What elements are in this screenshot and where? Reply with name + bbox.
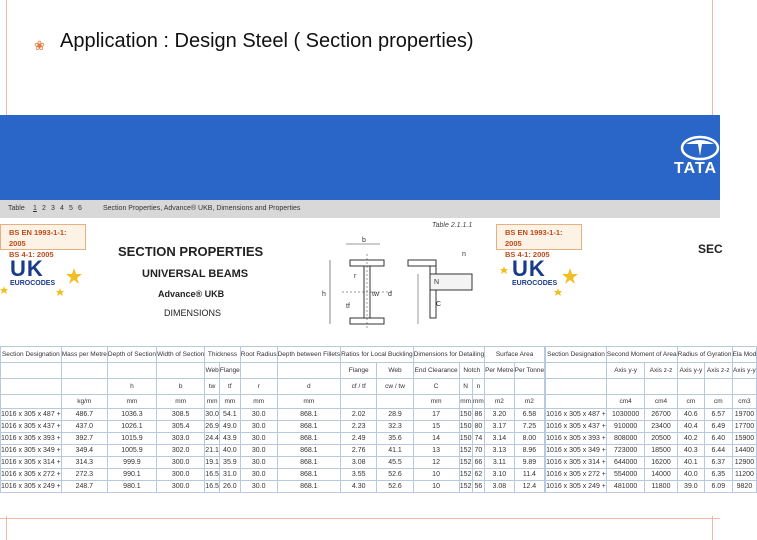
sub-header: Flange [219, 363, 240, 379]
col-header: Section Designation [1, 347, 62, 363]
table-cell: 8.96 [514, 445, 545, 457]
table-cell: 30.0 [240, 409, 277, 421]
table-cell: 39.0 [677, 481, 704, 493]
sub-header: Web [205, 363, 220, 379]
table-cell: 392.7 [61, 433, 107, 445]
table-cell: 1015.9 [107, 433, 156, 445]
tab-page-3[interactable]: 3 [51, 205, 55, 212]
table-cell: 481000 [606, 481, 644, 493]
header-band [0, 115, 720, 200]
table-cell: 30.0 [240, 433, 277, 445]
table-cell: 74 [472, 433, 484, 445]
tata-logo-text: TATA [674, 160, 718, 177]
table-cell: 868.1 [277, 421, 341, 433]
sub-header: Per Metre [485, 363, 515, 379]
advance-ukb-heading: Advance® UKB [158, 289, 225, 299]
symbol: C [413, 379, 459, 395]
eurocodes-logo-text: EUROCODES [512, 280, 558, 287]
table-cell: 6.49 [705, 421, 732, 433]
col-header: Section Designation [546, 347, 607, 363]
table-cell: 6.57 [705, 409, 732, 421]
table-row [1, 457, 757, 469]
table-cell: 1016 x 305 x 487 + [1, 409, 62, 421]
tab-caption: Section Properties, Advance® UKB, Dimensions and Properties [103, 205, 301, 212]
table-cell: 8.00 [514, 433, 545, 445]
table-cell: 3.08 [341, 457, 377, 469]
table-cell: 43.9 [219, 433, 240, 445]
sub-header: Flange [341, 363, 377, 379]
table-cell: 26700 [645, 409, 677, 421]
table-cell: 30.0 [205, 409, 220, 421]
table-cell: 26.0 [219, 481, 240, 493]
table-cell: 6.40 [705, 433, 732, 445]
symbol: tf [219, 379, 240, 395]
table-cell: 3.55 [341, 469, 377, 481]
table-cell: 300.0 [156, 457, 204, 469]
table-cell: 437.0 [61, 421, 107, 433]
standard-line-1: BS EN 1993-1-1: 2005 [9, 228, 67, 248]
col-header: Dimensions for Detailing [413, 347, 484, 363]
table-cell: 554000 [606, 469, 644, 481]
units-row: kg/m mm mm mm mm mm mm mm mm mm m2 m2 cm4 cm4 cm cm cm3 [1, 395, 757, 409]
dim-C-label: C [436, 301, 442, 308]
table-cell: 4.30 [341, 481, 377, 493]
table-cell: 14 [413, 433, 459, 445]
tab-page-6[interactable]: 6 [78, 205, 82, 212]
table-cell: 49.0 [219, 421, 240, 433]
table-cell: 23400 [645, 421, 677, 433]
dimensions-heading: DIMENSIONS [164, 308, 222, 318]
table-cell: 40.0 [219, 445, 240, 457]
symbol: cf / tf [341, 379, 377, 395]
table-cell: 26.9 [205, 421, 220, 433]
dim-r-label: r [354, 273, 357, 280]
table-row [1, 469, 757, 481]
table-cell: 86 [472, 409, 484, 421]
table-cell: 16.5 [205, 469, 220, 481]
table-cell: 1030000 [606, 409, 644, 421]
table-cell: 2.23 [341, 421, 377, 433]
col-header: Ratios for Local Buckling [341, 347, 414, 363]
eurocodes-stars-icon [500, 254, 590, 298]
universal-beams-heading: UNIVERSAL BEAMS [142, 268, 249, 280]
table-cell: 3.14 [485, 433, 515, 445]
table-cell: 1016 x 305 x 349 + [546, 445, 607, 457]
table-cell: 868.1 [277, 433, 341, 445]
table-cell: 152 [459, 469, 472, 481]
table-row [1, 421, 757, 433]
table-row [1, 445, 757, 457]
section-heading-right: SEC [698, 242, 723, 256]
table-cell: 999.9 [107, 457, 156, 469]
dim-h-label: h [322, 291, 326, 298]
table-cell: 272.3 [61, 469, 107, 481]
table-cell: 302.0 [156, 445, 204, 457]
symbol: d [277, 379, 341, 395]
table-cell: 40.3 [677, 445, 704, 457]
col-header: Root Radius [240, 347, 277, 363]
tab-page-4[interactable]: 4 [60, 205, 64, 212]
slide-title: Application : Design Steel ( Section properties) [60, 30, 474, 52]
table-cell: 21.1 [205, 445, 220, 457]
symbol: b [156, 379, 204, 395]
table-cell: 2.02 [341, 409, 377, 421]
table-cell: 14400 [732, 445, 757, 457]
tab-page-2[interactable]: 2 [42, 205, 46, 212]
table-cell: 303.0 [156, 433, 204, 445]
table-cell: 66 [472, 457, 484, 469]
sub-header: End Clearance [413, 363, 459, 379]
dim-n-label: n [462, 251, 466, 258]
table-cell: 300.0 [156, 469, 204, 481]
table-cell: 1036.3 [107, 409, 156, 421]
table-cell: 19.1 [205, 457, 220, 469]
section-properties-table [0, 346, 757, 493]
tab-label: Table [8, 205, 25, 212]
symbol: N [459, 379, 472, 395]
table-cell: 40.1 [677, 457, 704, 469]
table-cell: 54.1 [219, 409, 240, 421]
uk-logo-text: UK [512, 256, 546, 281]
table-cell: 9820 [732, 481, 757, 493]
table-cell: 6.37 [705, 457, 732, 469]
table-cell: 40.4 [677, 421, 704, 433]
table-cell: 1016 x 305 x 437 + [1, 421, 62, 433]
table-cell: 52.6 [377, 481, 413, 493]
table-cell: 980.1 [107, 481, 156, 493]
table-cell: 11800 [645, 481, 677, 493]
table-cell: 1016 x 305 x 487 + [546, 409, 607, 421]
table-cell: 12 [413, 457, 459, 469]
table-cell: 2.49 [341, 433, 377, 445]
sub-header: Per Tonne [514, 363, 545, 379]
col-header: Surface Area [485, 347, 545, 363]
table-cell: 15 [413, 421, 459, 433]
table-cell: 16.5 [205, 481, 220, 493]
dim-d-label: d [388, 291, 392, 298]
table-cell: 20500 [645, 433, 677, 445]
table-cell: 1016 x 305 x 249 + [1, 481, 62, 493]
table-cell: 1016 x 305 x 272 + [1, 469, 62, 481]
table-cell: 6.09 [705, 481, 732, 493]
table-cell: 1005.9 [107, 445, 156, 457]
table-cell: 32.3 [377, 421, 413, 433]
table-cell: 6.35 [705, 469, 732, 481]
sub-header: Axis y-y [677, 363, 704, 379]
table-cell: 990.1 [107, 469, 156, 481]
table-cell: 1026.1 [107, 421, 156, 433]
ibeam-section-diagram [318, 234, 488, 334]
table-cell: 41.1 [377, 445, 413, 457]
symbol: tw [205, 379, 220, 395]
col-header: Ela Mod [732, 347, 757, 363]
table-row [1, 481, 757, 493]
col-header: Width of Section [156, 347, 204, 363]
table-cell: 152 [459, 445, 472, 457]
dim-N-label: N [434, 279, 440, 286]
table-cell: 14000 [645, 469, 677, 481]
table-cell: 70 [472, 445, 484, 457]
table-cell: 910000 [606, 421, 644, 433]
table-cell: 1016 x 305 x 437 + [546, 421, 607, 433]
table-cell: 35.6 [377, 433, 413, 445]
table-cell: 31.0 [219, 469, 240, 481]
table-cell: 3.17 [485, 421, 515, 433]
table-cell: 56 [472, 481, 484, 493]
table-cell: 7.25 [514, 421, 545, 433]
table-cell: 150 [459, 421, 472, 433]
table-cell: 40.6 [677, 409, 704, 421]
table-cell: 16200 [645, 457, 677, 469]
table-cell: 308.5 [156, 409, 204, 421]
table-cell: 1016 x 305 x 393 + [546, 433, 607, 445]
table-cell: 314.3 [61, 457, 107, 469]
table-cell: 486.7 [61, 409, 107, 421]
table-cell: 11.4 [514, 469, 545, 481]
table-cell: 868.1 [277, 445, 341, 457]
table-cell: 24.4 [205, 433, 220, 445]
table-cell: 30.0 [240, 481, 277, 493]
table-cell: 3.08 [485, 481, 515, 493]
table-cell: 19700 [732, 409, 757, 421]
sub-header: Web [377, 363, 413, 379]
dim-tf-label: tf [346, 303, 350, 310]
table-cell: 9.89 [514, 457, 545, 469]
table-cell: 152 [459, 481, 472, 493]
standard-badge-right [496, 224, 582, 259]
table-cell: 3.20 [485, 409, 515, 421]
symbol: n [472, 379, 484, 395]
tab-bar [0, 200, 720, 218]
table-cell: 80 [472, 421, 484, 433]
section-properties-document [0, 200, 757, 516]
symbol: cw / tw [377, 379, 413, 395]
table-cell: 15900 [732, 433, 757, 445]
table-cell: 248.7 [61, 481, 107, 493]
table-cell: 150 [459, 433, 472, 445]
table-cell: 868.1 [277, 481, 341, 493]
table-reference: Table 2.1.1.1 [432, 222, 473, 229]
sub-header: Axis y-y [606, 363, 644, 379]
table-row [1, 409, 757, 421]
table-cell: 40.2 [677, 433, 704, 445]
table-cell: 18500 [645, 445, 677, 457]
table-cell: 1016 x 305 x 314 + [1, 457, 62, 469]
table-cell: 30.0 [240, 445, 277, 457]
table-cell: 1016 x 305 x 249 + [546, 481, 607, 493]
table-cell: 1016 x 305 x 272 + [546, 469, 607, 481]
footer-line [0, 518, 720, 519]
table-cell: 2.76 [341, 445, 377, 457]
table-cell: 30.0 [240, 469, 277, 481]
tab-page-5[interactable]: 5 [69, 205, 73, 212]
table-cell: 1016 x 305 x 393 + [1, 433, 62, 445]
col-header: Depth of Section [107, 347, 156, 363]
section-properties-heading: SECTION PROPERTIES [118, 244, 264, 259]
table-cell: 62 [472, 469, 484, 481]
table-cell: 808000 [606, 433, 644, 445]
table-cell: 17 [413, 409, 459, 421]
standard-badge-left [0, 224, 86, 259]
table-cell: 644000 [606, 457, 644, 469]
symbol: h [107, 379, 156, 395]
table-cell: 10 [413, 469, 459, 481]
gear-bullet-icon: ❀ [34, 38, 45, 53]
col-header: Thickness [205, 347, 241, 363]
table-cell: 12900 [732, 457, 757, 469]
sub-header: Axis z-z [645, 363, 677, 379]
dim-b-label: b [362, 237, 366, 244]
uk-logo-text: UK [10, 256, 44, 281]
table-cell: 10 [413, 481, 459, 493]
table-cell: 11200 [732, 469, 757, 481]
table-cell: 152 [459, 457, 472, 469]
table-cell: 6.58 [514, 409, 545, 421]
table-cell: 52.6 [377, 469, 413, 481]
table-cell: 3.11 [485, 457, 515, 469]
col-header: Second Moment of Area [606, 347, 677, 363]
col-header: Radius of Gyration [677, 347, 732, 363]
table-cell: 868.1 [277, 409, 341, 421]
table-cell: 868.1 [277, 457, 341, 469]
table-row [1, 433, 757, 445]
tab-page-1[interactable]: 1 [33, 205, 37, 212]
table-cell: 45.5 [377, 457, 413, 469]
table-cell: 6.44 [705, 445, 732, 457]
table-cell: 3.10 [485, 469, 515, 481]
table-cell: 300.0 [156, 481, 204, 493]
table-cell: 28.9 [377, 409, 413, 421]
table-cell: 30.0 [240, 421, 277, 433]
table-cell: 3.13 [485, 445, 515, 457]
standard-line-2: BS 4-1: 2005 [505, 250, 550, 259]
table-cell: 12.4 [514, 481, 545, 493]
table-cell: 13 [413, 445, 459, 457]
eurocodes-stars-icon [0, 254, 90, 298]
sub-header: Axis y-y [732, 363, 757, 379]
sub-header: Notch [459, 363, 485, 379]
eurocodes-logo-text: EUROCODES [10, 280, 56, 287]
table-cell: 40.0 [677, 469, 704, 481]
table-cell: 868.1 [277, 469, 341, 481]
sub-header: Axis z-z [705, 363, 732, 379]
symbol: r [240, 379, 277, 395]
table-cell: 349.4 [61, 445, 107, 457]
table-cell: 1016 x 305 x 349 + [1, 445, 62, 457]
standard-line-2: BS 4-1: 2005 [9, 250, 54, 259]
table-cell: 1016 x 305 x 314 + [546, 457, 607, 469]
standard-line-1: BS EN 1993-1-1: 2005 [505, 228, 563, 248]
dim-tw-label: tw [372, 291, 379, 298]
table-cell: 150 [459, 409, 472, 421]
table-cell: 30.0 [240, 457, 277, 469]
table-cell: 17700 [732, 421, 757, 433]
table-cell: 35.9 [219, 457, 240, 469]
table-cell: 723000 [606, 445, 644, 457]
table-cell: 305.4 [156, 421, 204, 433]
col-header: Depth between Fillets [277, 347, 341, 363]
col-header: Mass per Metre [61, 347, 107, 363]
